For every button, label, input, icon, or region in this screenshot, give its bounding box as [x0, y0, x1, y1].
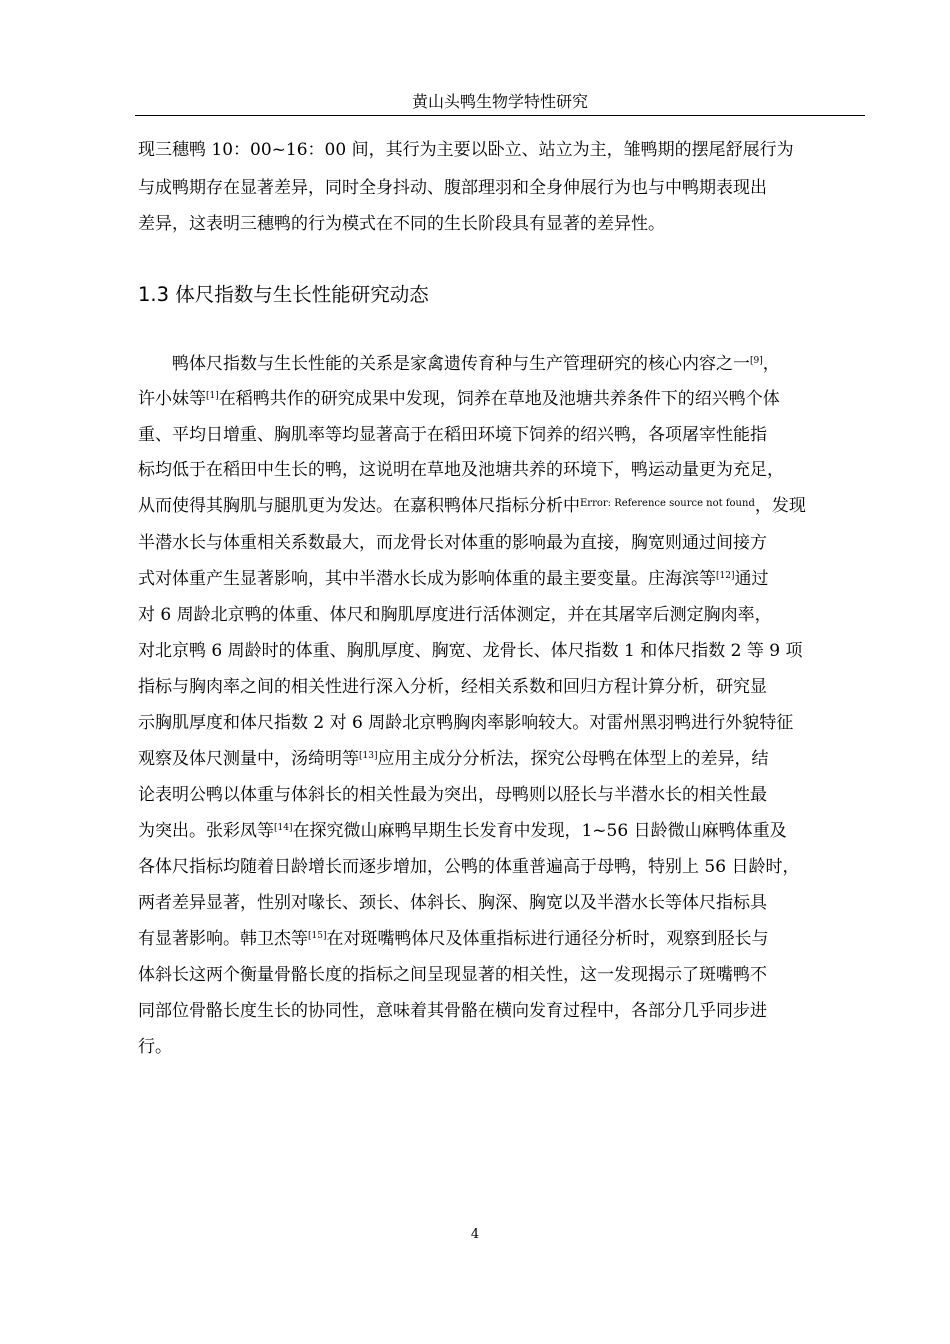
body-line: 对 6 周龄北京鸭的体重、体尺和胸肌厚度进行活体测定，并在其屠宰后测定胸肉率， [138, 605, 772, 625]
citation: [13] [359, 751, 378, 761]
body-line: 许小妹等[1]在稻鸭共作的研究成果中发现，饲养在草地及池塘共养条件下的绍兴鸭个体 [138, 389, 780, 409]
body-line: 式对体重产生显著影响，其中半潜水长成为影响体重的最主要变量。庄海滨等[12]通过 [138, 569, 769, 589]
citation: [14] [274, 823, 293, 833]
citation: [1] [206, 391, 219, 401]
body-line: 两者差异显著，性别对喙长、颈长、体斜长、胸深、胸宽以及半潜水长等体尺指标具 [138, 893, 767, 913]
citation: [15] [308, 931, 327, 941]
body-line: 半潜水长与体重相关系数最大，而龙骨长对体重的影响最为直接，胸宽则通过间接方 [138, 533, 767, 553]
body-line: 同部位骨骼长度生长的协同性，意味着其骨骼在横向发育过程中，各部分几乎同步进 [138, 1001, 767, 1021]
body-line: 各体尺指标均随着日龄增长而逐步增加，公鸭的体重普遍高于母鸭，特别上 56 日龄时， [138, 857, 800, 877]
running-header: 黄山头鸭生物学特性研究 [411, 92, 588, 111]
section-heading: 1.3 体尺指数与生长性能研究动态 [138, 283, 429, 306]
body-line: 示胸肌厚度和体尺指数 2 对 6 周龄北京鸭胸肉率影响较大。对雷州黑羽鸭进行外貌特征 [138, 713, 794, 733]
body-line: 行。 [138, 1037, 172, 1057]
body-line: 对北京鸭 6 周龄时的体重、胸肌厚度、胸宽、龙骨长、体尺指数 1 和体尺指数 2 等 9 项 [138, 641, 803, 661]
body-line: 现三穗鸭 10：00~16：00 间，其行为主要以卧立、站立为主，雏鸭期的摆尾舒展行为 [138, 140, 794, 160]
body-line: 论表明公鸭以体重与体斜长的相关性最为突出，母鸭则以胫长与半潜水长的相关性最 [138, 785, 767, 805]
reference-error: Error: Reference source not found [580, 498, 755, 509]
header-rule [135, 115, 865, 116]
body-line: 指标与胸肉率之间的相关性进行深入分析，经相关系数和回归方程计算分析，研究显 [138, 677, 767, 697]
body-line: 与成鸭期存在显著差异，同时全身抖动、腹部理羽和全身伸展行为也与中鸭期表现出 [138, 178, 767, 198]
citation: [12] [716, 571, 735, 581]
body-line: 标均低于在稻田中生长的鸭，这说明在草地及池塘共养的环境下，鸭运动量更为充足， [138, 460, 784, 480]
body-line: 为突出。张彩凤等[14]在探究微山麻鸭早期生长发育中发现，1~56 日龄微山麻鸭体重及 [138, 821, 787, 841]
body-line: 有显著影响。韩卫杰等[15]在对斑嘴鸭体尺及体重指标进行通径分析时，观察到胫长与 [138, 929, 769, 949]
citation: [9] [750, 356, 763, 366]
body-line: 重、平均日增重、胸肌率等均显著高于在稻田环境下饲养的绍兴鸭，各项屠宰性能指 [138, 425, 767, 445]
body-line: 从而使得其胸肌与腿肌更为发达。在嘉积鸭体尺指标分析中$^{Error: Reference source not found}$，发现 [138, 496, 806, 516]
body-line: 鸭体尺指数与生长性能的关系是家禽遗传育种与生产管理研究的核心内容之一[9]， [172, 354, 780, 374]
body-line: 观察及体尺测量中，汤绮明等[13]应用主成分分析法，探究公母鸭在体型上的差异，结 [138, 749, 769, 769]
body-line: 差异，这表明三穗鸭的行为模式在不同的生长阶段具有显著的差异性。 [138, 214, 665, 234]
body-line: 体斜长这两个衡量骨骼长度的指标之间呈现显著的相关性，这一发现揭示了斑嘴鸭不 [138, 965, 767, 985]
page-number: 4 [470, 1227, 480, 1242]
